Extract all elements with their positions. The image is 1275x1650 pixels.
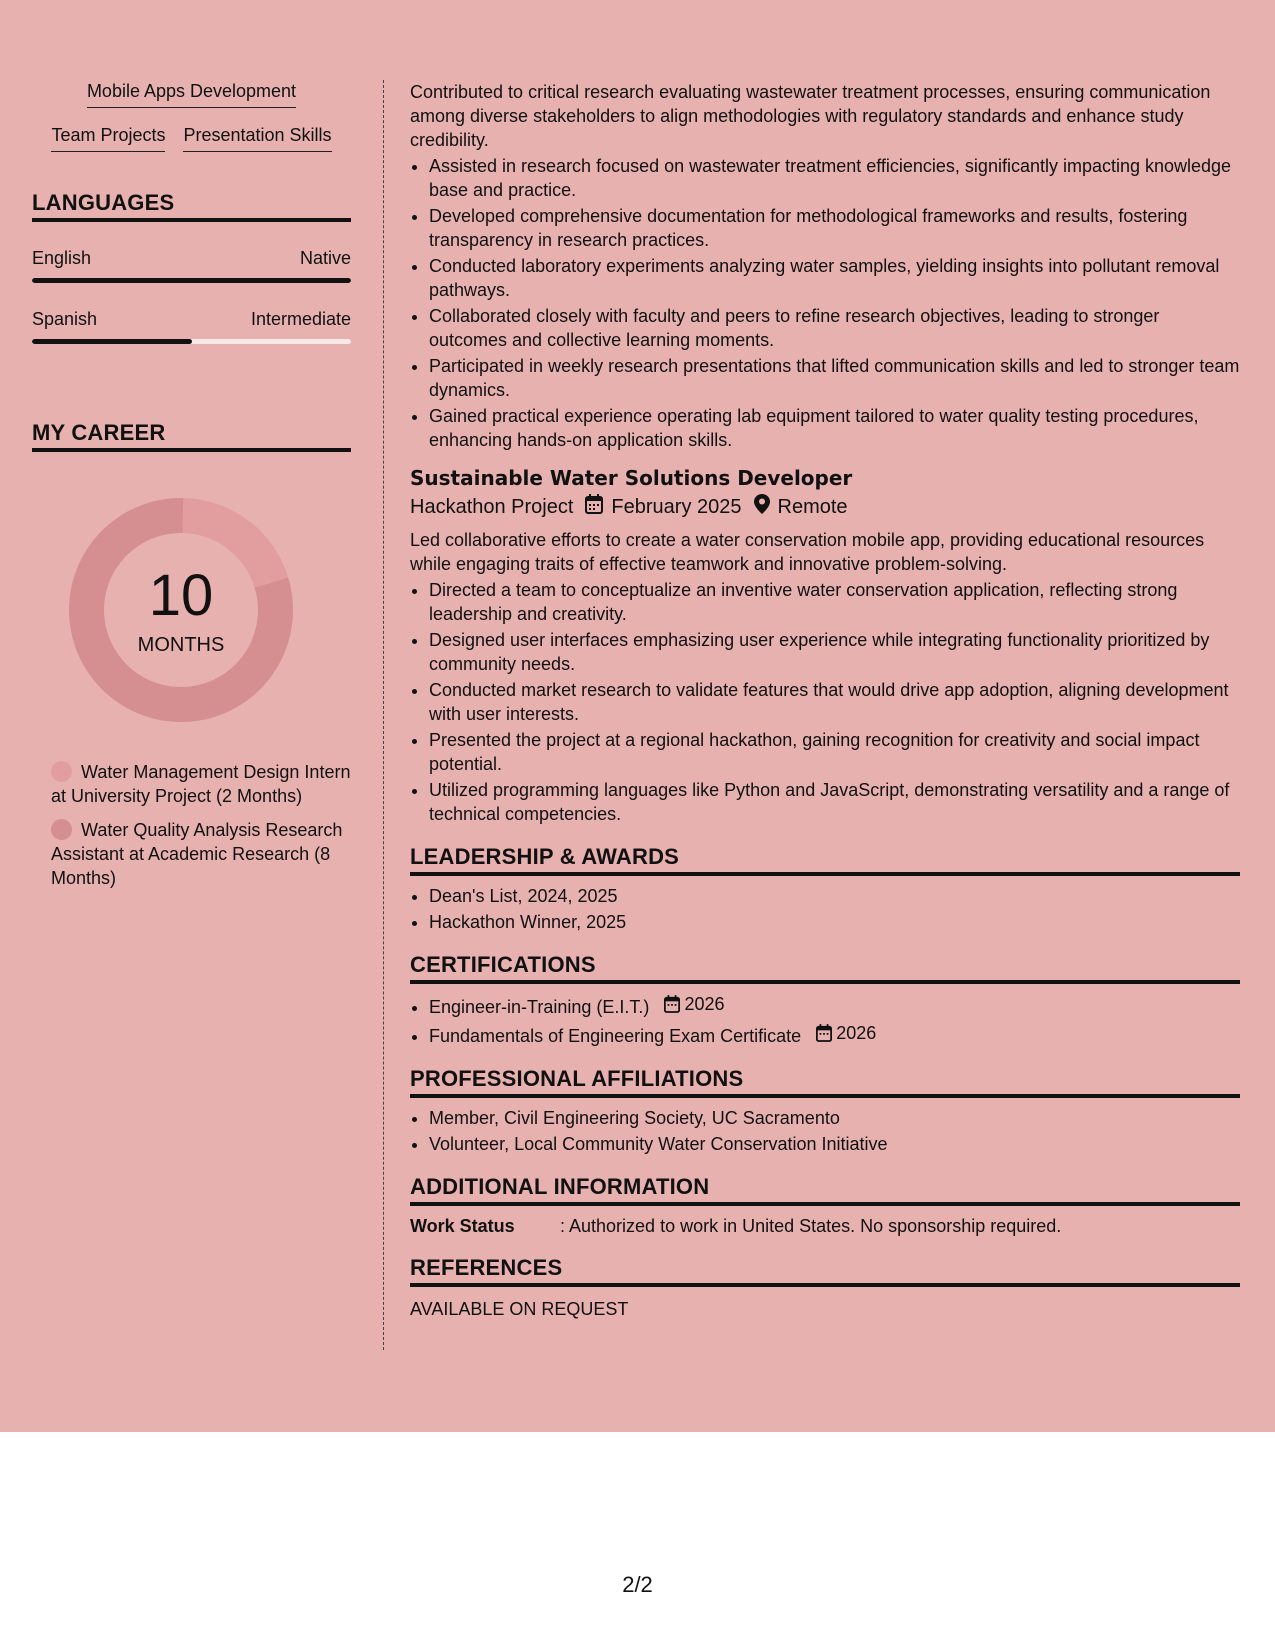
job-date: February 2025 [611,495,742,518]
certification-name: Fundamentals of Engineering Exam Certificate [429,1026,802,1046]
left-column [32,78,351,900]
legend-item [51,760,351,808]
language-name: Spanish [32,309,98,329]
career-section [32,420,351,890]
job-org: Hackathon Project [410,495,574,518]
legend-text: Water Management Design Intern at University Project (2 Months) [51,762,351,806]
language-row [32,248,351,269]
experience-summary: Contributed to critical research evaluating wastewater treatment processes, ensuring communication among diverse stakeholders to align methodologies with regulatory standards and enhance study credibility. [410,82,1211,150]
career-legend [51,760,351,890]
certification-name: Engineer-in-Training (E.I.T.) [429,997,650,1017]
language-bar [32,339,351,344]
certification-year: 2026 [836,1023,877,1043]
languages-heading: LANGUAGES [32,190,351,222]
affiliation-item: • Member, Civil Engineering Society, UC Sacramento [429,1106,1240,1130]
additional-info-section [410,1174,1240,1237]
right-column [410,80,1240,1320]
bullet-item: • Conducted market research to validate features that would drive app adoption, aligning development with user interests. [429,678,1240,726]
certification-date [664,992,724,1016]
bullet-item: • Collaborated closely with faculty and peers to refine research objectives, leading to stronger outcomes and collective learning moments. [429,304,1240,352]
calendar-icon [585,494,603,520]
skill-tag: Team Projects [51,122,165,152]
references-text: AVAILABLE ON REQUEST [410,1299,629,1319]
language-level: Native [299,248,351,268]
career-heading: MY CAREER [32,420,351,452]
awards-section [410,844,1240,934]
languages-section [32,190,351,344]
certifications-section [410,952,1240,1048]
job-summary: Led collaborative efforts to create a water conservation mobile app, providing educational resources while engaging traits of effective teamwork and innovative problem-solving. [410,530,1205,574]
language-level: Intermediate [250,309,351,329]
additional-info-heading: ADDITIONAL INFORMATION [410,1174,1240,1206]
experience-bullets [410,154,1240,452]
language-bar-fill [32,339,192,344]
bullet-item: • Participated in weekly research presentations that lifted communication skills and led to stronger team dynamics. [429,354,1240,402]
affiliations-section [410,1066,1240,1156]
location-pin-icon [754,494,770,520]
language-bar [32,278,351,283]
certification-item [429,992,1240,1019]
certification-date [816,1021,876,1045]
donut-total-unit: MONTHS [137,634,225,656]
certification-item [429,1021,1240,1048]
awards-heading: LEADERSHIP & AWARDS [410,844,1240,876]
certifications-list [410,992,1240,1048]
references-section [410,1255,1240,1320]
work-status-value: : Authorized to work in United States. No sponsorship required. [560,1216,1062,1236]
calendar-icon [816,1024,832,1042]
work-status-label: Work Status [410,1216,515,1236]
skills-row-2 [32,122,351,152]
skills-row-1 [32,78,351,108]
legend-dot [51,819,72,840]
job-meta [410,494,1240,520]
page-number: 2/2 [622,1572,653,1597]
awards-list [410,884,1240,934]
language-bar-fill [32,278,351,283]
column-divider [383,80,384,1350]
affiliations-heading: PROFESSIONAL AFFILIATIONS [410,1066,1240,1098]
language-row [32,309,351,330]
calendar-icon [664,995,680,1013]
job-bullets [410,578,1240,826]
affiliation-item: • Volunteer, Local Community Water Conservation Initiative [429,1132,1240,1156]
bullet-item: • Utilized programming languages like Python and JavaScript, demonstrating versatility and a range of technical competencies. [429,778,1240,826]
bullet-item: • Designed user interfaces emphasizing user experience while integrating functionality prioritized by community needs. [429,628,1240,676]
bullet-item: • Gained practical experience operating lab equipment tailored to water quality testing procedures, enhancing hands-on application skills. [429,404,1240,452]
references-heading: REFERENCES [410,1255,1240,1287]
skill-tag: Mobile Apps Development [87,78,296,108]
job-title: Sustainable Water Solutions Developer [410,466,853,490]
certifications-heading: CERTIFICATIONS [410,952,1240,984]
language-name: English [32,248,92,268]
legend-dot [51,761,72,782]
affiliations-list [410,1106,1240,1156]
certification-year: 2026 [684,994,725,1014]
skill-tag: Presentation Skills [183,122,331,152]
bullet-item: • Directed a team to conceptualize an inventive water conservation application, reflecting strong leadership and creativity. [429,578,1240,626]
work-status-row [410,1216,1240,1237]
job-location: Remote [777,495,848,518]
legend-text: Water Quality Analysis Research Assistant at Academic Research (8 Months) [51,820,343,888]
bullet-item: • Developed comprehensive documentation for methodological frameworks and results, fostering transparency in research practices. [429,204,1240,252]
donut-total-number: 10 [148,563,214,628]
bullet-item: • Conducted laboratory experiments analyzing water samples, yielding insights into pollutant removal pathways. [429,254,1240,302]
bullet-item: • Assisted in research focused on wastewater treatment efficiencies, significantly impacting knowledge base and practice. [429,154,1240,202]
award-item: • Dean's List, 2024, 2025 [429,884,1240,908]
bullet-item: • Presented the project at a regional hackathon, gaining recognition for creativity and social impact potential. [429,728,1240,776]
career-donut-chart [65,494,297,726]
legend-item [51,818,351,890]
award-item: • Hackathon Winner, 2025 [429,910,1240,934]
